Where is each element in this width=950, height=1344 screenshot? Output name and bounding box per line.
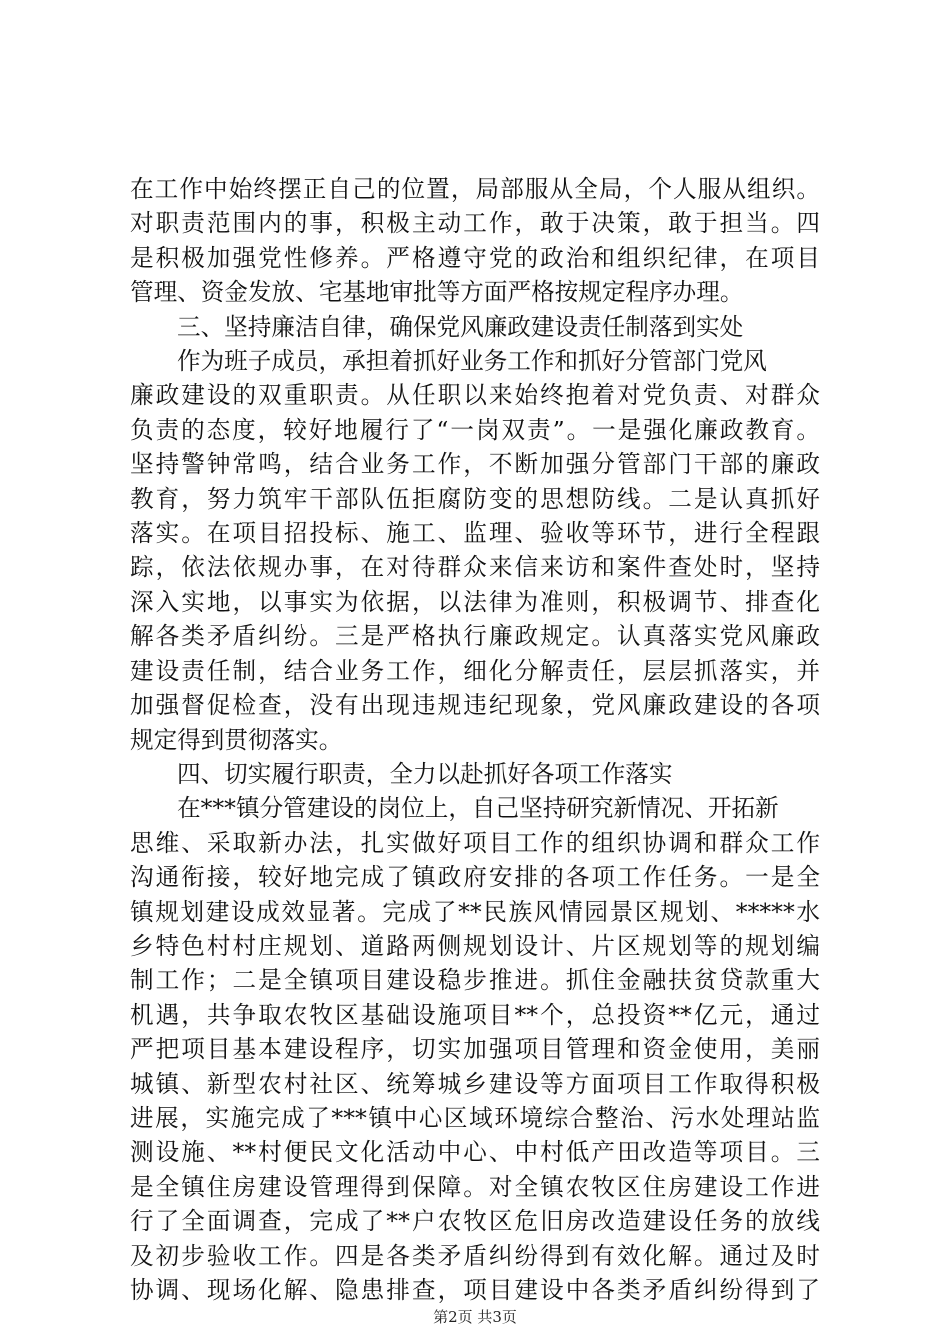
text-line: 测设施、**村便民文化活动中心、中村低产田改造等项目。三 — [130, 1138, 820, 1167]
text-line: 坚持警钟常鸣，结合业务工作，不断加强分管部门干部的廉政 — [130, 450, 820, 479]
section-heading: 四、切实履行职责，全力以赴抓好各项工作落实 — [177, 759, 673, 788]
page-footer: 第2页 共3页 — [433, 1308, 517, 1326]
text-line: 作为班子成员，承担着抓好业务工作和抓好分管部门党风 — [177, 347, 767, 376]
text-line: 镇规划建设成效显著。完成了**民族风情园景区规划、*****水 — [130, 897, 820, 926]
text-line: 规定得到贯彻落实。 — [130, 725, 343, 754]
text-line: 对职责范围内的事，积极主动工作，敢于决策，敢于担当。四 — [130, 209, 820, 238]
text-line: 教育，努力筑牢干部队伍拒腐防变的思想防线。二是认真抓好 — [130, 484, 820, 513]
text-line: 管理、资金发放、宅基地审批等方面严格按规定程序办理。 — [130, 278, 744, 307]
text-line: 是全镇住房建设管理得到保障。对全镇农牧区住房建设工作进 — [130, 1172, 820, 1201]
text-line: 深入实地，以事实为依据，以法律为准则，积极调节、排查化 — [130, 587, 820, 616]
text-line: 及初步验收工作。四是各类矛盾纠纷得到有效化解。通过及时 — [130, 1241, 820, 1270]
section-heading: 三、坚持廉洁自律，确保党风廉政建设责任制落到实处 — [177, 312, 744, 341]
text-line: 解各类矛盾纠纷。三是严格执行廉政规定。认真落实党风廉政 — [130, 622, 820, 651]
text-line: 机遇，共争取农牧区基础设施项目**个，总投资**亿元，通过 — [130, 1000, 820, 1029]
text-line: 落实。在项目招投标、施工、监理、验收等环节，进行全程跟 — [130, 519, 820, 548]
text-line: 踪，依法依规办事，在对待群众来信来访和案件查处时，坚持 — [130, 553, 820, 582]
text-line: 严把项目基本建设程序，切实加强项目管理和资金使用，美丽 — [130, 1035, 820, 1064]
text-line: 负责的态度，较好地履行了“一岗双责”。一是强化廉政教育。 — [130, 415, 820, 444]
text-line: 进展，实施完成了***镇中心区域环境综合整治、污水处理站监 — [130, 1103, 820, 1132]
text-line: 在***镇分管建设的岗位上，自己坚持研究新情况、开拓新 — [177, 794, 779, 823]
text-line: 乡特色村村庄规划、道路两侧规划设计、片区规划等的规划编 — [130, 931, 820, 960]
text-line: 廉政建设的双重职责。从任职以来始终抱着对党负责、对群众 — [130, 381, 820, 410]
text-line: 加强督促检查，没有出现违规违纪现象，党风廉政建设的各项 — [130, 691, 820, 720]
text-line: 行了全面调查，完成了**户农牧区危旧房改造建设任务的放线 — [130, 1207, 820, 1236]
text-line: 是积极加强党性修养。严格遵守党的政治和组织纪律，在项目 — [130, 243, 820, 272]
text-line: 城镇、新型农村社区、统筹城乡建设等方面项目工作取得积极 — [130, 1069, 820, 1098]
text-line: 思维、采取新办法，扎实做好项目工作的组织协调和群众工作 — [130, 828, 820, 857]
text-line: 协调、现场化解、隐患排查，项目建设中各类矛盾纠纷得到了 — [130, 1276, 820, 1304]
document-body — [130, 172, 820, 1307]
text-line: 在工作中始终摆正自己的位置，局部服从全局，个人服从组织。 — [130, 175, 820, 203]
text-line: 沟通衔接，较好地完成了镇政府安排的各项工作任务。一是全 — [130, 863, 820, 892]
text-line: 建设责任制，结合业务工作，细化分解责任，层层抓落实，并 — [130, 656, 820, 685]
text-line: 制工作；二是全镇项目建设稳步推进。抓住金融扶贫贷款重大 — [130, 966, 820, 995]
